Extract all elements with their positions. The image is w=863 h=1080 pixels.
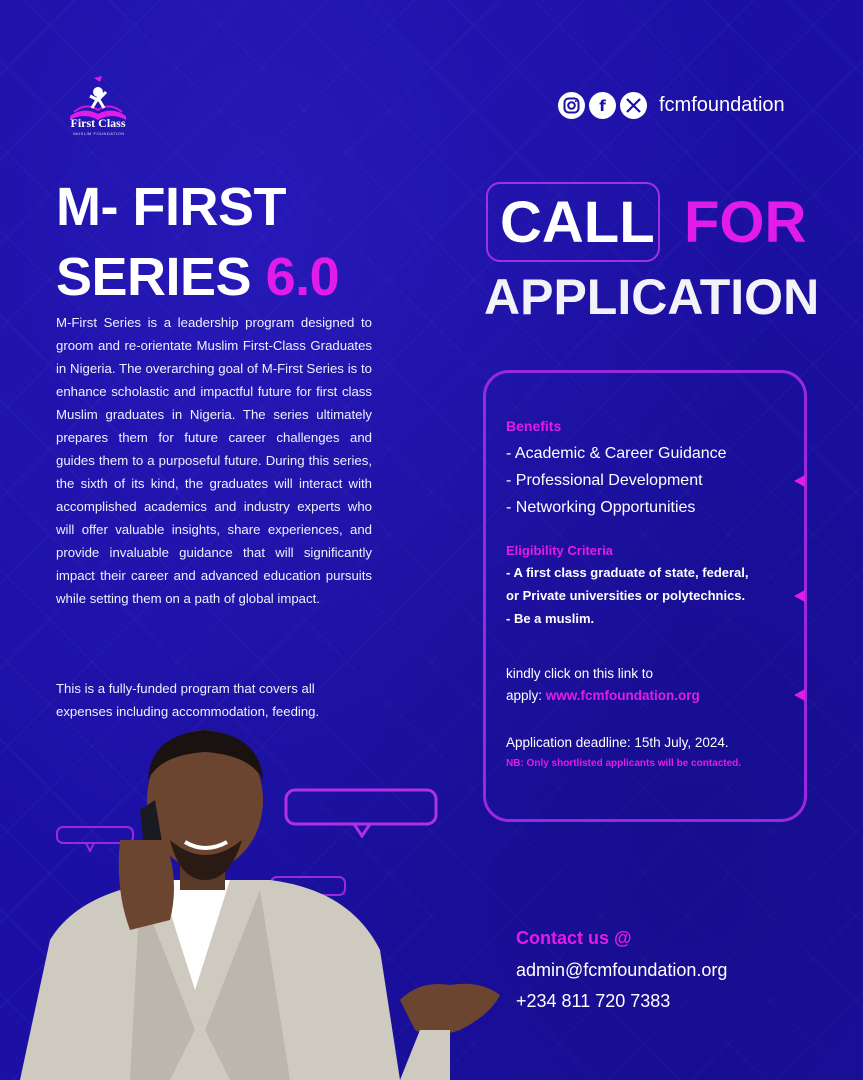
contact-email[interactable]: admin@fcmfoundation.org <box>516 960 728 980</box>
cta-for: FOR <box>684 190 807 255</box>
title-line-1: M- FIRST <box>56 177 286 237</box>
logo-subtext: MUSLIM FOUNDATION <box>73 131 125 136</box>
triangle-marker-icon <box>794 475 805 487</box>
cta-application: APPLICATION <box>484 269 820 325</box>
triangle-marker-icon <box>794 590 805 602</box>
eligibility-title: Eligibility Criteria <box>506 543 613 558</box>
cta-call: CALL <box>500 190 655 255</box>
link-prefix: apply: <box>506 688 546 703</box>
title-version: 6.0 <box>265 247 340 307</box>
social-handle: fcmfoundation <box>659 94 785 116</box>
application-deadline: Application deadline: 15th July, 2024. <box>506 735 729 750</box>
instagram-icon[interactable] <box>558 92 585 119</box>
contact-phone[interactable]: +234 811 720 7383 <box>516 991 671 1011</box>
contact-title: Contact us @ <box>516 928 632 948</box>
program-title <box>56 172 339 312</box>
social-bar <box>558 92 785 119</box>
benefits-list <box>506 440 727 521</box>
program-description: M-First Series is a leadership program designed to groom and re-orientate Muslim First-Class Graduates in Nigeria. The overarching goal of M-First Series is to enhance scholastic and impactful future for first class Muslim graduates in Nigeria. The series ultimately prepares them for future career challenges and guides them to a purposeful future. During this series, the sixth of its kind, the graduates will interact with accomplished academics and industry experts who will offer valuable insights, share experiences, and provide invaluable guidance that will significantly impact their career and advanced education pursuits while setting them on a path of global impact. <box>56 315 372 606</box>
nb-note: NB: Only shortlisted applicants will be contacted. <box>506 758 742 769</box>
facebook-icon[interactable]: f <box>589 92 616 119</box>
benefit-item: - Networking Opportunities <box>506 499 696 516</box>
apply-link[interactable]: www.fcmfoundation.org <box>545 688 700 703</box>
logo-text: First Class <box>70 116 126 130</box>
apply-link-text <box>506 663 786 707</box>
eligibility-list <box>506 561 749 630</box>
eligibility-item: - A first class graduate of state, federal, <box>506 565 749 580</box>
eligibility-item: - Be a muslim. <box>506 611 595 626</box>
benefits-title: Benefits <box>506 418 562 434</box>
eligibility-item: or Private universities or polytechnics. <box>506 588 746 603</box>
title-series: SERIES <box>56 247 252 307</box>
triangle-marker-icon <box>794 689 805 701</box>
link-line-2 <box>506 685 786 707</box>
x-icon[interactable] <box>620 92 647 119</box>
benefit-item: - Professional Development <box>506 472 703 489</box>
funding-note: This is a fully-funded program that covers all expenses including accommodation, feeding. <box>56 681 320 719</box>
link-line-1: kindly click on this link to <box>506 666 654 681</box>
title-line-2 <box>56 242 339 312</box>
man-on-phone-image <box>20 730 520 1080</box>
benefit-item: - Academic & Career Guidance <box>506 445 727 462</box>
